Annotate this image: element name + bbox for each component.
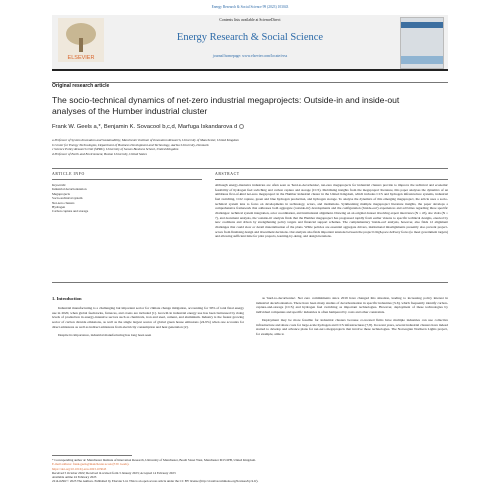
contents-lists-text[interactable]: Contents lists available at ScienceDirect	[219, 18, 281, 22]
affiliation: b Center for Energy Technologies, Department of Business Development and Technology, Aarhus University, Denmark	[52, 142, 209, 147]
footnote-license: 2214-6296/© 2023 The Authors. Published by Elsevier Ltd. This is an open access article under the CC BY license (http://creativecommons.org/licenses/by/4.0/).	[52, 479, 259, 484]
keywords-label: Keywords:	[52, 183, 67, 187]
footnote-dates: Received 5 October 2022; Received in revised form 3 January 2023; Accepted 14 February 2023	[52, 470, 176, 475]
abstract-text: Although energy-intensive industries are often seen as 'hard-to-decarbonise', net-zero megaprojects for industrial clusters provide to improve the technical and economic feasibility of hydrogen fuel switching and carbon capture and storage (CCS). Mobilising insights from the megaproject literature, this paper analyses the dynamics of an ambitious first-of-kind net-zero megaproject in the Humber industrial cluster in the United Kingdom, which includes CCS and hydrogen infrastructure systems, industrial fuel switching, CO2 capture, green and blue hydrogen production, and hydrogen storage. To analyse the dynamics of this emerging megaproject, the article uses a socio-technical system lens to focus on developments in technology, actors, and institutions. Synthesizing multiple megaproject literature insights, the paper develops a comprehensive framework that addresses both aggregate ('outside-in') developments and the configuration ('inside-out') experiences and activities regarding three specific challenges: technical system integration, actor coordination, and institutional alignment. Drawing on an original dataset involving expert interviews (N = 45), site visits (N = 7), and document analysis, the 'outside-in' analysis finds that the Humber megaproject has progressed rapidly from earlier visions to specific technical designs, enacted by new coalitions and driven by strengthening policy targets and financial support schemes. The complementary 'inside-out' analysis, however, also finds 12 alignment challenges that could slow or derail materialisation of the plans. While policies are essential aggregate drivers, institutional misalignments presently also prevent project-actors from finalising design and investment decisions. Our analysis also finds important tensions between the project's high-pace delivery focus (to meet government targets) and allowing sufficient time for pilot projects, learning-by-doing, and design iterations.	[215, 183, 448, 239]
body-column-left	[52, 306, 244, 340]
cover-band-lower	[401, 56, 443, 64]
footnote-corresponding: * Corresponding author at: Manchester Institute of Innovation Research, University of Manchester, Booth Street West, Manchester M15 6PB, United Kingdom.	[52, 458, 256, 462]
divider	[215, 179, 448, 180]
paragraph: as 'hard-to-decarbonise'. Net zero commitments since 2019 have changed this situation, leading to increasing policy interest in industrial decarbonisation. There have been many studies of decarbonisation in specific industries [3-6], which frequently identify carbon-capture-and-storage (CCS) and hydrogen fuel switching as important technologies. However, deployment of these technologies by individual companies and specific industries is often hampered by costs and other constraints.	[256, 296, 448, 315]
keyword: Megaprojects	[52, 191, 70, 196]
article-info-heading: ARTICLE INFO	[52, 172, 85, 176]
footnotes	[52, 458, 448, 484]
contents-lists	[140, 18, 360, 22]
affiliation: d Professor of Earth and Environment, Boston University, United States	[52, 151, 147, 156]
journal-homepage-link[interactable]: journal homepage: www.elsevier.com/locate/erss	[212, 54, 288, 58]
divider	[52, 82, 448, 83]
footnote-email[interactable]: E-mail address: frank.geels@manchester.ac.uk (F.W. Geels).	[52, 462, 130, 467]
journal-cover-image	[400, 17, 444, 69]
section-heading: 1. Introduction	[52, 296, 82, 301]
keyword: Hydrogen	[52, 205, 66, 210]
orcid-icon[interactable]	[239, 124, 244, 129]
keyword: Carbon capture and storage	[52, 209, 89, 214]
affiliations	[52, 138, 448, 156]
publisher-name: ELSEVIER	[67, 55, 95, 61]
authors-text[interactable]: Frank W. Geels a,*, Benjamin K. Sovacool b,c,d, Marfuga Iskandarova d	[52, 124, 238, 131]
journal-banner	[52, 15, 448, 71]
divider	[52, 168, 448, 169]
footnote-divider	[52, 455, 132, 456]
journal-name: Energy Research & Social Science	[176, 32, 324, 43]
keyword: Industrial decarbonization	[52, 187, 87, 192]
paragraph: Industrial manufacturing is a challenging but important sector for climate change mitigation, accounting for 30% of total final energy use in 2020, when global feedstocks, furnaces, and ovens are included [1]. Growth in industrial energy use has been buttressed by rising levels of production in energy-intensive sectors such as chemicals, iron and steel, cement, and aluminium. Industry is the fastest growing sector of carbon dioxide emissions, as well as the single largest source of global green house emissions (24.9%) when one accounts for direct emissions as well as indirect emissions from electricity consumption and heat generation [2].	[52, 306, 244, 329]
keyword: Net-zero clusters	[52, 200, 75, 205]
divider	[52, 282, 448, 283]
journal-citation: Energy Research & Social Science 99 (2023) 103043	[211, 5, 289, 9]
divider	[52, 179, 202, 180]
author-list	[52, 124, 448, 130]
abstract-heading: ABSTRACT	[215, 172, 240, 176]
affiliation: c Science Policy Research Unit (SPRU), University of Sussex Business School, United Kingdom	[52, 147, 179, 152]
article-title: The socio-technical dynamics of net-zero industrial megaprojects: Outside-in and inside-out analyses of the Humber industrial cluster	[52, 95, 400, 116]
affiliation: a Professor of System Innovation and Sustainability, Manchester Institute of Innovation Research, University of Manchester, United Kingdom	[52, 138, 239, 142]
paragraph: Despite its importance, industrial manufacturing has long been seen	[58, 332, 152, 337]
keywords-block	[52, 183, 202, 214]
footnote-available: Available online 24 February 2023	[52, 475, 97, 480]
cover-band	[401, 22, 443, 28]
elsevier-tree-logo	[58, 18, 104, 62]
doi-link[interactable]: https://doi.org/10.1016/j.erss.2023.103043	[52, 466, 107, 471]
article-type: Original research article	[52, 83, 110, 89]
paragraph: Deployment may be more feasible for industrial clusters because co-located firms have multiple industries can use collective infrastructure and share costs for large-scale hydrogen and CCS infrastructures [7,8]. In recent years, several industrial clusters have indeed started to develop and advance plans for net-zero megaprojects that involve these technologies. The Norwegian Northern Lights project, for example, aims to	[256, 317, 448, 336]
keyword: Socio-technical system	[52, 196, 83, 201]
body-column-right	[256, 296, 448, 340]
